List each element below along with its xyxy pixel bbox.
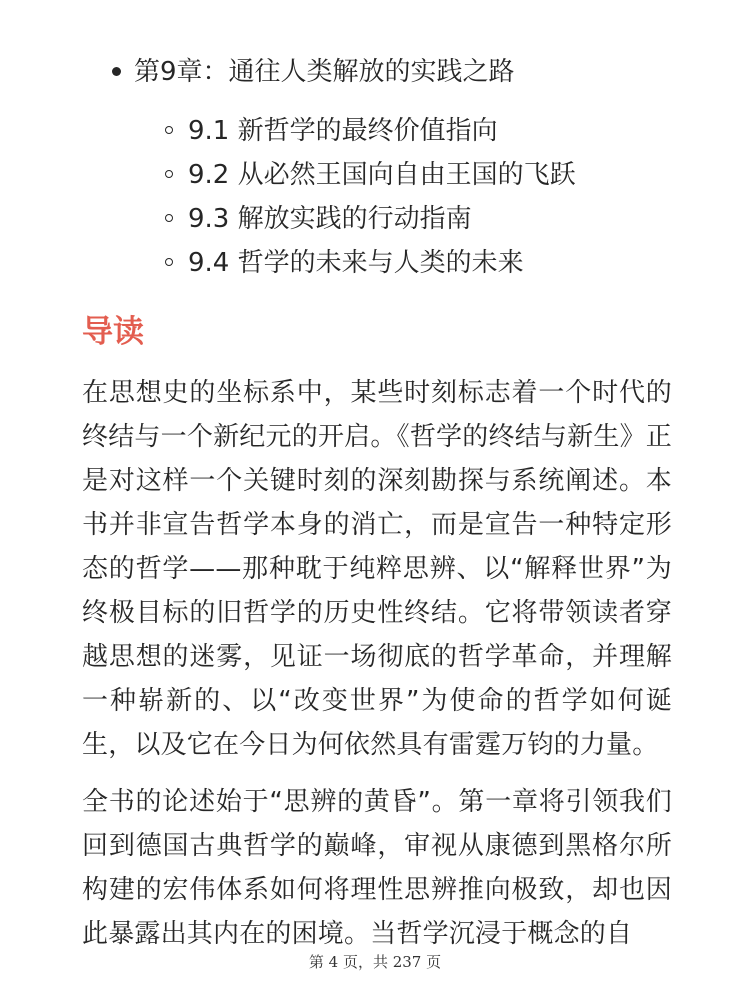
- circle-bullet-icon: [165, 170, 173, 178]
- circle-bullet-icon: [165, 258, 173, 266]
- bullet-icon: [112, 67, 121, 76]
- table-of-contents: [0, 52, 750, 285]
- toc-section-item: [0, 241, 750, 285]
- toc-section-item: [0, 153, 750, 197]
- circle-bullet-icon: [165, 214, 173, 222]
- toc-section-list: [0, 109, 750, 285]
- section-heading: 导读: [82, 314, 144, 350]
- toc-section-label: 9.2 从必然王国向自由王国的飞跃: [188, 160, 576, 190]
- intro-paragraph: 在思想史的坐标系中，某些时刻标志着一个时代的终结与一个新纪元的开启。《哲学的终结与新生》正是对这样一个关键时刻的深刻勘探与系统阐述。本书并非宣告哲学本身的消亡，而是宣告一种特定形态的哲学——那种耽于纯粹思辨、以“解释世界”为终极目标的旧哲学的历史性终结。它将带领读者穿越思想的迷雾，见证一场彻底的哲学革命，并理解一种崭新的、以“改变世界”为使命的哲学如何诞生，以及它在今日为何依然具有雷霆万钧的力量。: [82, 378, 672, 760]
- toc-section-label: 9.3 解放实践的行动指南: [188, 204, 472, 234]
- circle-bullet-icon: [165, 126, 173, 134]
- toc-section-item: [0, 197, 750, 241]
- page-number: 第 4 页，共 237 页: [308, 953, 442, 971]
- intro-paragraph: 全书的论述始于“思辨的黄昏”。第一章将引领我们回到德国古典哲学的巅峰，审视从康德到黑格尔所构建的宏伟体系如何将理性思辨推向极致，却也因此暴露出其内在的困境。当哲学沉浸于概念的自: [82, 787, 672, 949]
- toc-section-label: 9.4 哲学的未来与人类的未来: [188, 248, 524, 278]
- toc-section-label: 9.1 新哲学的最终价值指向: [188, 116, 498, 146]
- toc-chapter-label: 第9章：通往人类解放的实践之路: [134, 57, 515, 87]
- toc-chapter-item: [0, 52, 750, 92]
- toc-section-item: [0, 109, 750, 153]
